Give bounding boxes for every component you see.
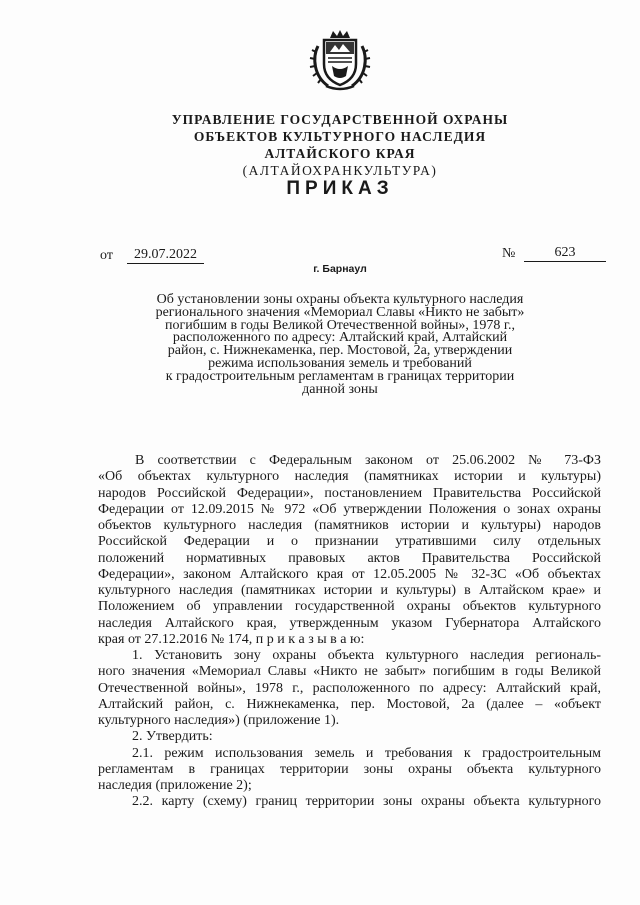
title-line: к градостроительным регламентам в границах территории — [165, 368, 515, 384]
body-line: Отечественной войны», 1978 г., расположенного по адресу: Алтайский край, — [98, 680, 601, 696]
order-body — [98, 453, 601, 811]
coat-of-arms-icon — [308, 28, 372, 94]
number-value: 623 — [524, 245, 606, 262]
body-line: объектов культурного наследия (памятников истории и культуры) народов — [98, 518, 601, 533]
title-line: регионального значения «Мемориал Славы «Никто не забыт» — [155, 304, 525, 320]
city-name: г. Барнаул — [313, 263, 367, 275]
title-line: район, с. Нижнекаменка, пер. Мостовой, 2а, утверждении — [167, 343, 513, 359]
agency-name-line-2: ОБЪЕКТОВ КУЛЬТУРНОГО НАСЛЕДИЯ — [193, 129, 487, 144]
body-line: Федерации от 12.09.2015 № 972 «Об утверждении Положения о зонах охраны — [98, 501, 601, 517]
body-line: 2.2. карту (схему) границ территории зоны охраны объекта культурного — [132, 794, 601, 810]
body-line: Алтайский район, с. Нижнекаменка, пер. Мостовой, 2а (далее – «объект — [98, 696, 601, 712]
agency-short-name: (АЛТАЙОХРАНКУЛЬТУРА) — [242, 163, 438, 178]
body-line: В соответствии с Федеральным законом от 25.06.2002 № 73-ФЗ — [135, 453, 601, 468]
body-line: края от 27.12.2016 № 174, п р и к а з ы в а ю: — [98, 631, 365, 647]
document-type-heading: ПРИКАЗ — [286, 178, 394, 199]
body-line: 2.1. режим использования земель и требования к градостроительным — [132, 745, 601, 761]
body-line: 1. Установить зону охраны объекта культурного наследия региональ- — [132, 648, 601, 663]
number-label: № — [502, 246, 516, 261]
title-line: расположенного по адресу: Алтайский край, Алтайский — [172, 330, 508, 346]
date-value: 29.07.2022 — [127, 247, 204, 264]
body-line: Российской Федерации и о признании утратившими силу отдельных — [98, 534, 601, 550]
body-line: народов Российской Федерации», постановлением Правительства Российской — [98, 485, 601, 501]
order-title — [130, 294, 550, 396]
body-line: культурного наследия (памятниках истории и культуры) в Алтайском крае» и — [98, 583, 601, 598]
body-line: наследия (приложение 2); — [98, 778, 252, 793]
body-line: Положением об управлении государственной охраны объектов культурного — [98, 599, 601, 615]
date-label: от — [100, 248, 113, 263]
body-line: ного значения «Мемориал Славы «Никто не забыт» погибшим в годы Великой — [98, 664, 601, 680]
agency-name-line-1: УПРАВЛЕНИЕ ГОСУДАРСТВЕННОЙ ОХРАНЫ — [171, 112, 509, 127]
title-line: режима использования земель и требований — [208, 355, 472, 371]
title-line: данной зоны — [302, 381, 378, 397]
body-line: «Об объектах культурного наследия (памятниках истории и культуры) — [98, 469, 601, 485]
body-line: регламентам в границах территории зоны охраны объекта культурного — [98, 761, 601, 777]
body-line: Федерации», законом Алтайского края от 12.05.2005 № 32-ЗС «Об объектах — [98, 566, 601, 582]
title-line: погибшим в годы Великой Отечественной войны», 1978 г., — [164, 317, 516, 333]
body-line: 2. Утвердить: — [132, 729, 213, 745]
body-line: культурного наследия») (приложение 1). — [98, 713, 340, 728]
body-line: наследия Алтайского края, утвержденным указом Губернатора Алтайского — [98, 615, 601, 631]
title-line: Об установлении зоны охраны объекта культурного наследия — [156, 292, 524, 307]
agency-name-line-3: АЛТАЙСКОГО КРАЯ — [264, 146, 416, 161]
body-line: положений нормативных правовых актов Правительства Российской — [98, 550, 601, 566]
